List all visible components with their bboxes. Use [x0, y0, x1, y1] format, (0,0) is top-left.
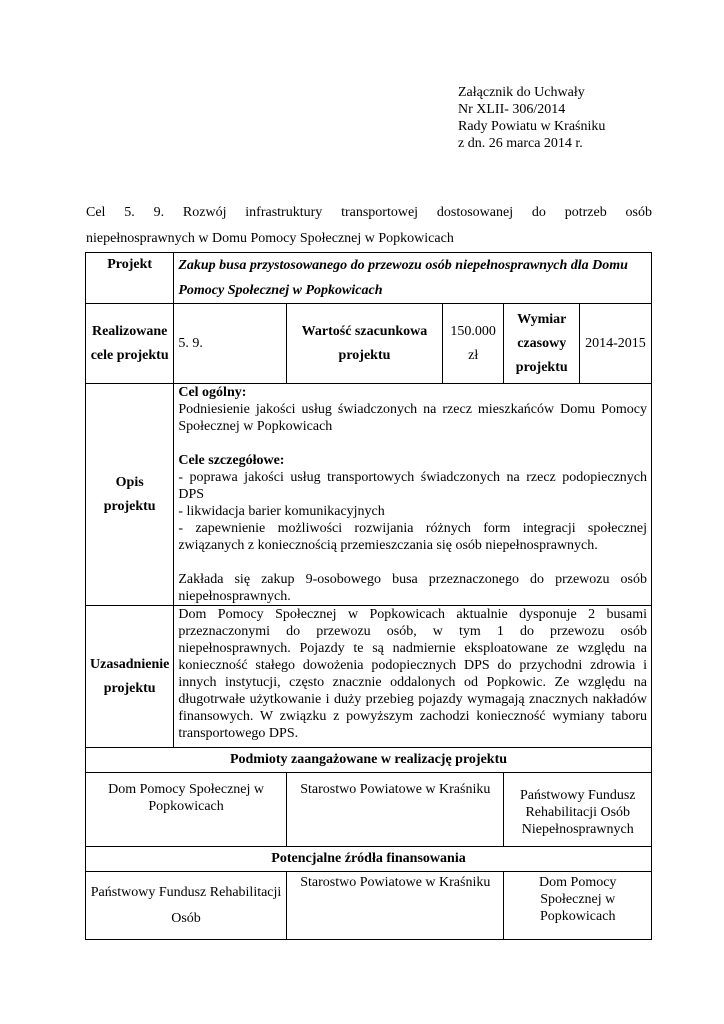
wymiar-label: Wymiar czasowy projektu [504, 304, 580, 384]
cel-ogolny-heading: Cel ogólny: [178, 385, 247, 400]
zrodla-heading: Potencjalne źródła finansowania [86, 847, 652, 872]
row-projekt [86, 253, 652, 304]
cele-item-3: - zapewnienie możliwości rozwijania różnych form integracji społecznej związanych z koniecznością przemieszczania się osób niepełnosprawnych. [178, 521, 647, 553]
podmiot-1: Dom Pomocy Społecznej w Popkowicach [86, 773, 287, 847]
zrodlo-3: Dom Pomocy Społecznej w Popkowicach [504, 872, 652, 940]
wartosc-value: 150.000 zł [442, 304, 504, 384]
goal-line-1: Cel 5. 9. Rozwój infrastruktury transportowej dostosowanej do potrzeb osób [86, 205, 652, 220]
realizowane-value: 5. 9. [174, 304, 287, 384]
goal-line-2: niepełnosprawnych w Domu Pomocy Społecznej w Popkowicach [86, 231, 454, 246]
row-podmioty [86, 773, 652, 847]
podmiot-3: Państwowy Fundusz Rehabilitacji Osób Niepełnosprawnych [504, 773, 652, 847]
row-uzasadnienie [86, 606, 652, 748]
uzasadnienie-label: Uzasadnienie projektu [86, 606, 174, 748]
attachment-line-2: Nr XLII- 306/2014 [458, 102, 566, 117]
wymiar-value: 2014-2015 [579, 304, 651, 384]
cel-ogolny-text: Podniesienie jakości usług świadczonych na rzecz mieszkańców Domu Pomocy Społecznej w Popkowicach [178, 402, 647, 434]
opis-summary: Zakłada się zakup 9-osobowego busa przeznaczonego do przewozu osób niepełnosprawnych. [178, 572, 647, 604]
projekt-label: Projekt [86, 253, 174, 304]
zrodlo-2: Starostwo Powiatowe w Kraśniku [287, 872, 504, 940]
attachment-line-4: z dn. 26 marca 2014 r. [458, 136, 583, 151]
goal-heading [86, 200, 652, 252]
cele-item-1: - poprawa jakości usług transportowych świadczonych na rzecz podopiecznych DPS [178, 470, 647, 502]
attachment-line-3: Rady Powiatu w Kraśniku [458, 119, 606, 134]
podmiot-2: Starostwo Powiatowe w Kraśniku [287, 773, 504, 847]
attachment-header [458, 84, 605, 152]
podmioty-heading: Podmioty zaangażowane w realizację projektu [86, 748, 652, 773]
zrodlo-1: Państwowy Fundusz Rehabilitacji Osób [86, 872, 287, 940]
projekt-value: Zakup busa przystosowanego do przewozu osób niepełnosprawnych dla Domu Pomocy Społecznej w Popkowicach [174, 253, 652, 304]
opis-label: Opis projektu [86, 384, 174, 606]
row-podmioty-heading [86, 748, 652, 773]
row-zrodla-heading [86, 847, 652, 872]
row-realizowane [86, 304, 652, 384]
attachment-line-1: Załącznik do Uchwały [458, 85, 585, 100]
opis-content [174, 384, 652, 606]
realizowane-label: Realizowane cele projektu [86, 304, 174, 384]
row-zrodla [86, 872, 652, 940]
row-opis [86, 384, 652, 606]
project-table [85, 252, 652, 940]
cele-item-2: - likwidacja barier komunikacyjnych [178, 504, 385, 519]
cele-szczegolowe-heading: Cele szczegółowe: [178, 453, 285, 468]
wartosc-label: Wartość szacunkowa projektu [287, 304, 443, 384]
uzasadnienie-text: Dom Pomocy Społecznej w Popkowicach aktualnie dysponuje 2 busami przeznaczonymi do przewozu osób, w tym 1 do przewozu osób niepełnosprawnych. Pojazdy te są nadmiernie eksploatowane ze względu na konieczność stałego dowożenia podopiecznych DPS do przychodni zdrowia i innych instytucji, często znacznie oddalonych od Popkowic. Ze względu na długotrwałe użytkowanie i duży przebieg pojazdy wymagają znacznych nakładów finansowych. W związku z powyższym zachodzi konieczność wymiany taboru transportowego DPS. [174, 606, 652, 748]
